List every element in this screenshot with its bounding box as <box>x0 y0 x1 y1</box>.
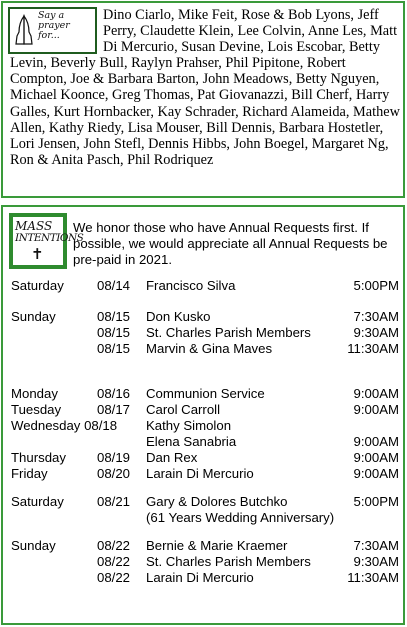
intention-name: Francisco Silva <box>146 278 236 293</box>
intention-date: 08/17 <box>97 402 131 417</box>
logo-mass-text: MASS <box>15 219 53 233</box>
intention-date: 08/21 <box>97 494 131 509</box>
intention-time: 9:00AM <box>353 450 399 465</box>
intention-row <box>11 278 401 294</box>
intention-day: Sunday <box>11 538 56 553</box>
intention-name: Bernie & Marie Kraemer <box>146 538 288 553</box>
intention-row <box>11 434 401 450</box>
logo-intentions-text: INTENTIONS <box>15 232 84 244</box>
intention-time: 5:00PM <box>353 494 399 509</box>
intention-time: 9:30AM <box>353 325 399 340</box>
intention-name: Elena Sanabria <box>146 434 237 449</box>
intention-day: Friday <box>11 466 48 481</box>
intention-time: 7:30AM <box>353 538 399 553</box>
intention-day: Wednesday 08/18 <box>11 418 118 433</box>
intention-row <box>11 402 401 418</box>
intention-row <box>11 554 401 570</box>
intention-date: 08/20 <box>97 466 131 481</box>
intention-name: Kathy Simolon <box>146 418 232 433</box>
intention-time: 11:30AM <box>347 341 399 356</box>
intention-row <box>11 386 401 402</box>
intention-date: 08/16 <box>97 386 131 401</box>
intention-name: Dan Rex <box>146 450 198 465</box>
prayer-names-text: Dino Ciarlo, Mike Feit, Rose & Bob Lyons, Jeff Perry, Claudette Klein, Lee Colvin, Anne Les, Matt Di Mercurio, Susan Devine, Lois Escobar, Betty Levin, Beverly Bull, Raylyn Prahser, Phil Pipitone, Robert Compton, Joe & Barbara Barton, John Meadows, Betty Nguyen, Michael Koonce, Greg Thomas, Pat Giovanazzi, Bill Cherf, Harry Galles, Kurt Hornbacker, Kay Schrader, Richard Alameida, Mathew Allen, Kathy Riedy, Lisa Mouser, Bill Dennis, Barbara Hostetler, Lori Jensen, John Stefl, Dennis Hibbs, John Boegel, Margaret Ng, Ron & Anita Pasch, Phil Rodriquez <box>10 7 400 168</box>
logo-text-line2: prayer <box>38 20 70 31</box>
cross-icon: ✝ <box>31 245 44 263</box>
intention-day: Thursday <box>11 450 66 465</box>
intention-name: (61 Years Wedding Anniversary) <box>146 510 335 525</box>
intention-day: Monday <box>11 386 58 401</box>
intention-row <box>11 570 401 586</box>
intention-day: Sunday <box>11 309 56 324</box>
intention-row <box>11 341 401 357</box>
intention-row <box>11 510 401 526</box>
intention-time: 11:30AM <box>347 570 399 585</box>
intention-name: Larain Di Mercurio <box>146 570 254 585</box>
intention-name: Gary & Dolores Butchko <box>146 494 288 509</box>
intention-row <box>11 494 401 510</box>
intention-time: 9:00AM <box>353 402 399 417</box>
intention-time: 9:30AM <box>353 554 399 569</box>
intention-day: Tuesday <box>11 402 62 417</box>
intention-row <box>11 450 401 466</box>
intention-time: 9:00AM <box>353 386 399 401</box>
intention-name: St. Charles Parish Members <box>146 554 311 569</box>
intention-time: 7:30AM <box>353 309 399 324</box>
intention-name: Larain Di Mercurio <box>146 466 254 481</box>
prayer-names-paragraph <box>10 7 402 168</box>
intention-name: Marvin & Gina Maves <box>146 341 273 356</box>
intention-date: 08/22 <box>97 554 131 569</box>
mass-intentions-box <box>1 205 405 625</box>
logo-text-line3: for... <box>38 30 60 41</box>
intention-date: 08/15 <box>97 309 131 324</box>
logo-text-line1: Say a <box>38 10 65 21</box>
intention-day: Saturday <box>11 494 64 509</box>
annual-requests-notice: We honor those who have Annual Requests first. If possible, we would appreciate all Annual Requests be pre-paid in 2021. <box>73 220 388 267</box>
intention-name: St. Charles Parish Members <box>146 325 311 340</box>
intention-time: 5:00PM <box>353 278 399 293</box>
prayer-list-box <box>1 1 405 198</box>
intention-time: 9:00AM <box>353 466 399 481</box>
intention-row <box>11 418 401 434</box>
intention-date: 08/19 <box>97 450 131 465</box>
intention-date: 08/15 <box>97 325 131 340</box>
intention-row <box>11 466 401 482</box>
intention-row <box>11 538 401 554</box>
intention-day: Saturday <box>11 278 64 293</box>
intention-date: 08/22 <box>97 538 131 553</box>
intention-name: Don Kusko <box>146 309 211 324</box>
intention-date: 08/15 <box>97 341 131 356</box>
intention-date: 08/22 <box>97 570 131 585</box>
intention-row <box>11 309 401 325</box>
intention-name: Communion Service <box>146 386 265 401</box>
intention-time: 9:00AM <box>353 434 399 449</box>
intention-date: 08/14 <box>97 278 131 293</box>
intention-name: Carol Carroll <box>146 402 221 417</box>
intention-row <box>11 325 401 341</box>
mass-intentions-logo <box>9 213 84 269</box>
